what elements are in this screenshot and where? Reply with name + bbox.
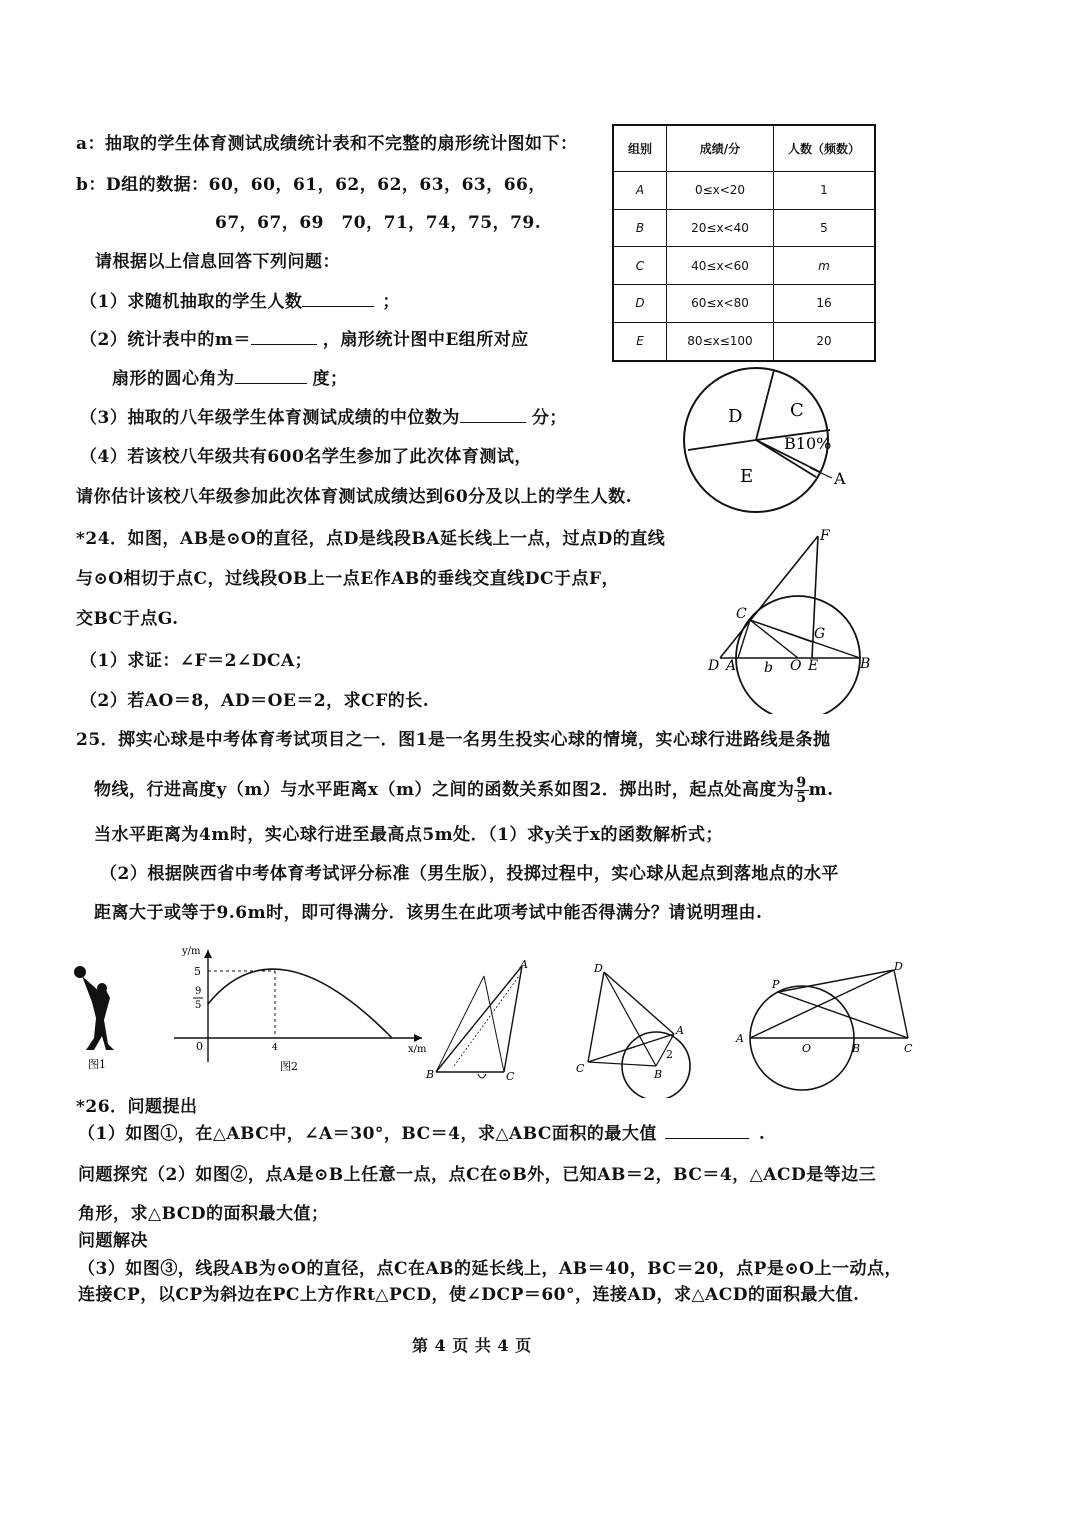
q24-part2: （2）若AO＝8，AD＝OE＝2，求CF的长. (80, 691, 430, 711)
label-d: D (708, 658, 720, 674)
q24-part1: （1）求证：∠F＝2∠DCA； (80, 651, 313, 671)
y-tick-num: 9 (195, 986, 202, 997)
line-cg (750, 620, 812, 642)
table-row (613, 171, 875, 209)
line-ba (436, 966, 522, 1072)
ball-icon (74, 966, 86, 978)
y-axis-label: y/m (182, 946, 201, 957)
label-b: B (852, 1042, 861, 1055)
q23-part2: （2）统计表中的m＝ ，扇形统计图中E组所对应 (80, 330, 529, 350)
label-c: C (904, 1042, 913, 1055)
label-b-hand: b (764, 660, 773, 676)
q26-part3-cont: 连接CP，以CP为斜边在PC上方作Rt△PCD，使∠DCP＝60°，连接AD，求△ACD的面积最大值. (78, 1285, 860, 1305)
fig1-caption: 图1 (88, 1058, 106, 1071)
q26-figure2 (570, 958, 700, 1098)
table-row (613, 247, 875, 285)
label-d: D (894, 960, 903, 973)
label-o: O (790, 658, 802, 674)
pie-label-b: B10% (784, 434, 832, 453)
q23-line-b2: 67，67，69 70，71，74，75，79. (215, 213, 542, 233)
label-f: F (820, 528, 830, 544)
q23-part1: （1）求随机抽取的学生人数 ； (80, 292, 400, 312)
table-header: 成绩/分 (667, 125, 774, 171)
q24-line3: 交BC于点G. (76, 609, 179, 629)
label-c: C (506, 1070, 515, 1083)
table-cell: 20≤x<40 (667, 209, 774, 247)
y-axis-arrow (204, 950, 212, 958)
line-dc (588, 972, 604, 1062)
label-c: C (576, 1062, 585, 1075)
fig2-caption: 图2 (280, 1060, 298, 1073)
q25-line4: （2）根据陕西省中考体育考试评分标准（男生版），投掷过程中，实心球从起点到落地点的水平 (100, 864, 839, 884)
q26-figure1 (424, 956, 534, 1086)
table-cell: 16 (774, 284, 876, 322)
x-axis-label: x/m (408, 1044, 427, 1055)
q25-line2: 物线，行进高度y（m）与水平距离x（m）之间的函数关系如图2．掷出时，起点处高度为 $\frac{9}{5}$ m. (94, 775, 834, 806)
table-cell: 5 (774, 209, 876, 247)
label-c: C (736, 606, 747, 622)
table-row (613, 209, 875, 247)
table-cell: D (613, 284, 667, 322)
line-co (750, 620, 798, 658)
q23-part2-cont: 扇形的圆心角为 度； (112, 369, 348, 389)
q26-solve-heading: 问题解决 (78, 1231, 148, 1251)
q24-line2: 与⊙O相切于点C，过线段OB上一点E作AB的垂线交直线DC于点F， (76, 569, 620, 589)
label-2: 2 (666, 1048, 673, 1061)
pie-label-d: D (728, 406, 743, 427)
pie-radius-d-c (756, 370, 774, 440)
q23-part4: （4）若该校八年级共有600名学生参加了此次体育测试， (80, 447, 532, 467)
q23-line-b1: b：D组的数据：60，60，61，62，62，63，63，66， (76, 175, 546, 195)
line-pd (778, 970, 894, 992)
origin-label: 0 (196, 1040, 203, 1053)
line-da (604, 972, 674, 1034)
q24-line1: *24．如图，AB是⊙O的直径，点D是线段BA延长线上一点，过点D的直线 (76, 529, 666, 549)
page-footer: 第 4 页 共 4 页 (412, 1336, 532, 1355)
q26-figure3 (732, 958, 922, 1092)
table-cell: C (613, 247, 667, 285)
q23-intro: 请根据以上信息回答下列问题： (95, 252, 340, 272)
label-b: B (654, 1068, 663, 1081)
table-row (613, 322, 875, 361)
table-cell: 60≤x<80 (667, 284, 774, 322)
line-db (604, 972, 656, 1066)
table-cell: 40≤x<60 (667, 247, 774, 285)
pie-label-a: A (834, 469, 846, 488)
table-cell: m (774, 247, 876, 285)
label-d: D (594, 962, 603, 975)
line-ca (504, 966, 522, 1072)
parabola-curve (208, 969, 392, 1038)
q25-line1: 25．掷实心球是中考体育考试项目之一．图1是一名男生投实心球的情境，实心球行进路线是条抛 (76, 730, 831, 750)
label-a: A (736, 1032, 744, 1045)
q25-line3: 当水平距离为4m时，实心球行进至最高点5m处．（1）求y关于x的函数解析式； (94, 825, 723, 845)
pie-radius-d-e (688, 440, 756, 450)
label-a: A (520, 958, 528, 971)
q26-explore-cont: 角形，求△BCD的面积最大值； (78, 1204, 329, 1224)
table-cell: 20 (774, 322, 876, 361)
table-cell: A (613, 171, 667, 209)
label-b: B (426, 1068, 435, 1081)
head-icon (97, 983, 107, 993)
table-cell: 1 (774, 171, 876, 209)
q26-part1: （1）如图①，在△ABC中，∠A＝30°，BC＝4，求△ABC面积的最大值 . (78, 1124, 766, 1144)
thrower-figure (70, 962, 134, 1072)
pie-label-e: E (740, 466, 754, 487)
q23-part3: （3）抽取的八年级学生体育测试成绩的中位数为 分； (80, 408, 567, 428)
label-g: G (814, 626, 826, 642)
table-header-row (613, 125, 875, 171)
q23-line-a: a：抽取的学生体育测试成绩统计表和不完整的扇形统计图如下： (76, 134, 578, 154)
table-row (613, 284, 875, 322)
fraction-9-5: $\frac{9}{5}$ (796, 775, 807, 806)
label-a: A (726, 658, 737, 674)
q26-part3: （3）如图③，线段AB为⊙O的直径，点C在AB的延长线上，AB＝40，BC＝20，点P是⊙O上一动点， (78, 1259, 902, 1279)
label-o: O (802, 1042, 812, 1055)
x-axis-arrow (414, 1034, 422, 1042)
x-tick-4: 4 (272, 1043, 278, 1053)
y-tick-den: 5 (195, 1000, 202, 1011)
table-cell: E (613, 322, 667, 361)
table-header: 组别 (613, 125, 667, 171)
table-cell: B (613, 209, 667, 247)
q24-figure (700, 524, 880, 714)
table-cell: 0≤x<20 (667, 171, 774, 209)
score-table (612, 124, 876, 362)
q23-part4-cont: 请你估计该校八年级参加此次体育测试成绩达到60分及以上的学生人数. (76, 487, 633, 507)
q26-title: *26．问题提出 (76, 1097, 198, 1117)
label-b: B (860, 656, 871, 672)
label-a: A (676, 1024, 684, 1037)
pie-label-c: C (790, 400, 804, 421)
sketch-line1 (436, 976, 484, 1072)
y-tick-5: 5 (194, 965, 201, 978)
table-cell: 80≤x≤100 (667, 322, 774, 361)
q26-explore: 问题探究（2）如图②，点A是⊙B上任意一点，点C在⊙B外，已知AB＝2，BC＝4，△ACD是等边三 (78, 1165, 877, 1185)
label-p: P (772, 978, 780, 991)
line-dc (894, 970, 908, 1038)
table-header: 人数（频数） (774, 125, 876, 171)
pie-chart-figure (680, 364, 860, 524)
sketch-mark (478, 1074, 486, 1078)
label-e: E (808, 658, 819, 674)
q25-line5: 距离大于或等于9.6m时，即可得满分．该男生在此项考试中能否得满分？请说明理由. (94, 903, 763, 923)
sketch-line2 (484, 976, 504, 1072)
parabola-graph (160, 940, 440, 1075)
